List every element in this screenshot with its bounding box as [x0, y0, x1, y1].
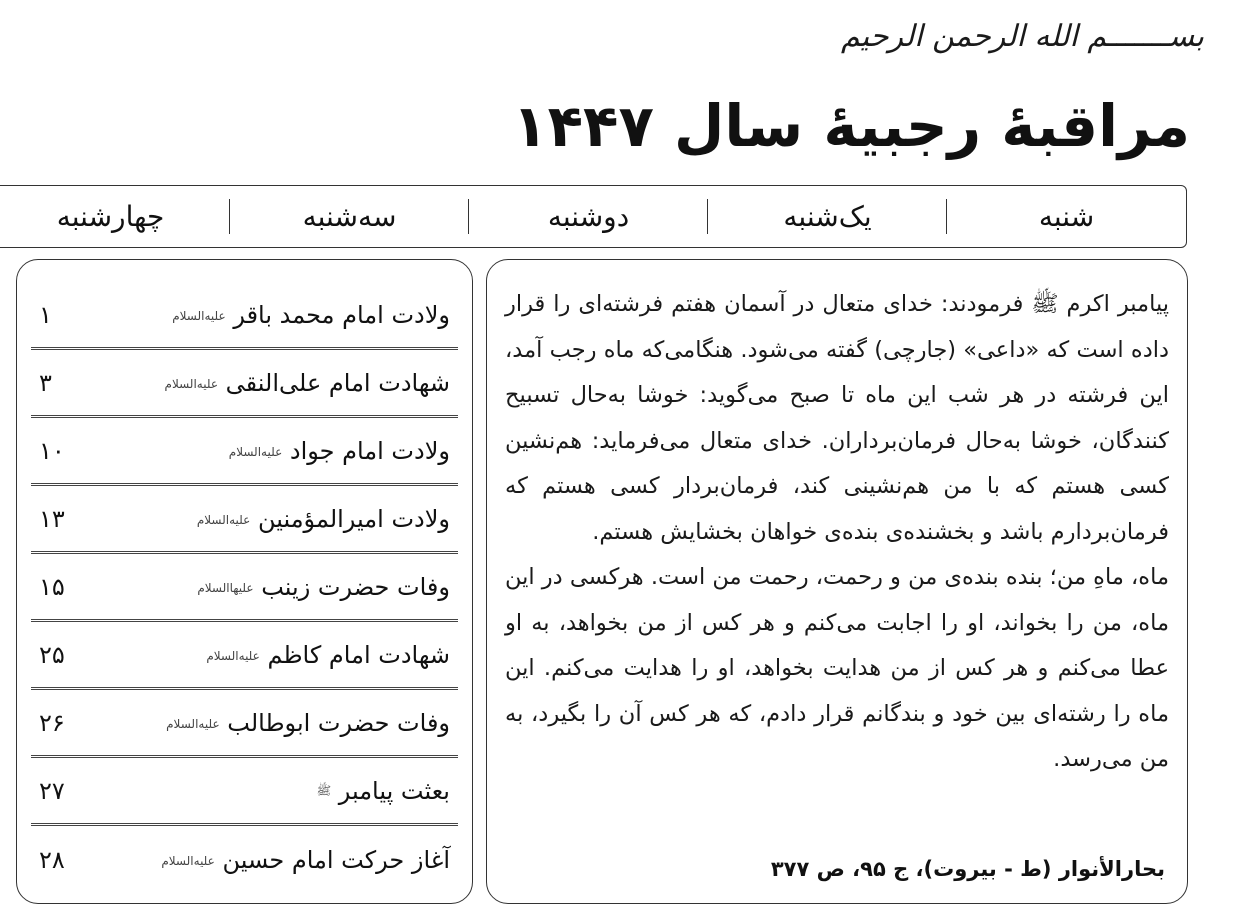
list-item: [31, 758, 458, 826]
event-date: ۱: [39, 300, 52, 329]
event-label: شهادت امام کاظم علیه‌السلام: [206, 640, 450, 669]
day-sunday: یک‌شنبه: [708, 186, 947, 247]
list-item: [31, 418, 458, 486]
honorific-mark: علیه‌السلام: [166, 716, 220, 731]
honorific-mark: علیه‌السلام: [196, 512, 251, 527]
event-date: ۲۷: [39, 776, 65, 805]
event-date: ۲۸: [39, 846, 65, 874]
page-title: مراقبهٔ رجبیهٔ سال ۱۴۴۷: [512, 92, 1190, 160]
honorific-mark: علیه‌السلام: [161, 854, 215, 868]
day-saturday: شنبه: [1038, 200, 1095, 233]
honorific-mark: علیه‌السلام: [228, 444, 283, 459]
honorific-mark: علیه‌السلام: [172, 308, 226, 323]
hadith-paragraph: ماه، ماهِ من؛ بنده بنده‌ی من و رحمت، رحمت من است. هرکسی در این ماه، من را بخواند، او را اجابت می‌کنم و هر کس از من بخواهد، به او عطا می‌کنم و هر کس از من هدایت بخواهد، او را هدایت می‌کنم. این ماه را رشته‌ای بین خود و بندگانم قرار دادم، که هر کس آن را بگیرد، به من می‌رسد.: [505, 564, 1169, 772]
hadith-paragraph: پیامبر اکرم ﷺ فرمودند: خدای متعال در آسمان هفتم فرشته‌ای را قرار داده است که «داعی» (جارچی) گفته می‌شود. هنگامی‌که ماه رجب آمد، این فرشته در هر شب این ماه تا صبح می‌گوید: خوشا به‌حال تسبیح کنندگان، خوشا به‌حال فرمان‌برداران. خدای متعال می‌فرماید: هم‌نشین کسی هستم که با من هم‌نشینی کند، فرمان‌بردار کسی هستم که فرمان‌بردارم باشد و بخشنده‌ی بنده‌ی خواهان بخشایش هستم.: [505, 291, 1169, 545]
event-label: ولادت امیرالمؤمنین علیه‌السلام: [196, 504, 450, 533]
day-wednesday: چهارشنبه: [0, 186, 230, 247]
list-item: [31, 622, 458, 690]
event-date: ۲۶: [39, 708, 65, 737]
day-tuesday: سه‌شنبه: [230, 186, 469, 247]
event-date: ۲۵: [39, 640, 65, 669]
honorific-mark: ﷺ: [316, 783, 332, 797]
weekday-header: [0, 185, 1187, 248]
honorific-mark: علیهاالسلام: [197, 580, 254, 595]
hadith-text: [505, 282, 1169, 783]
events-list: [16, 259, 473, 904]
list-item: [31, 554, 458, 622]
day-monday: دوشنبه: [469, 186, 708, 247]
list-item: [31, 690, 458, 758]
event-label: ولادت امام محمد باقر علیه‌السلام: [172, 300, 450, 329]
event-label: آغاز حرکت امام حسین علیه‌السلام: [161, 846, 450, 874]
event-label: ولادت امام جواد علیه‌السلام: [228, 436, 450, 465]
event-label: وفات حضرت زینب علیهاالسلام: [197, 572, 450, 601]
event-date: ۳: [39, 368, 52, 397]
event-date: ۱۵: [39, 572, 65, 601]
event-label: شهادت امام علی‌النقی علیه‌السلام: [164, 368, 450, 397]
list-item: [31, 826, 458, 894]
event-date: ۱۰: [39, 436, 65, 465]
event-label: بعثت پیامبر ﷺ: [316, 776, 450, 805]
event-date: ۱۳: [39, 504, 65, 533]
list-item: [31, 282, 458, 350]
list-item: [31, 350, 458, 418]
event-label: وفات حضرت ابوطالب علیه‌السلام: [166, 708, 450, 737]
honorific-mark: علیه‌السلام: [206, 648, 260, 663]
basmala-calligraphy: بســـــــم الله الرحمن الرحيم: [840, 19, 1204, 54]
list-item: [31, 486, 458, 554]
honorific-mark: علیه‌السلام: [164, 376, 218, 391]
hadith-source: بحارالأنوار (ط - بیروت)، ج ۹۵، ص ۳۷۷: [770, 857, 1165, 881]
hadith-panel: [486, 259, 1188, 904]
